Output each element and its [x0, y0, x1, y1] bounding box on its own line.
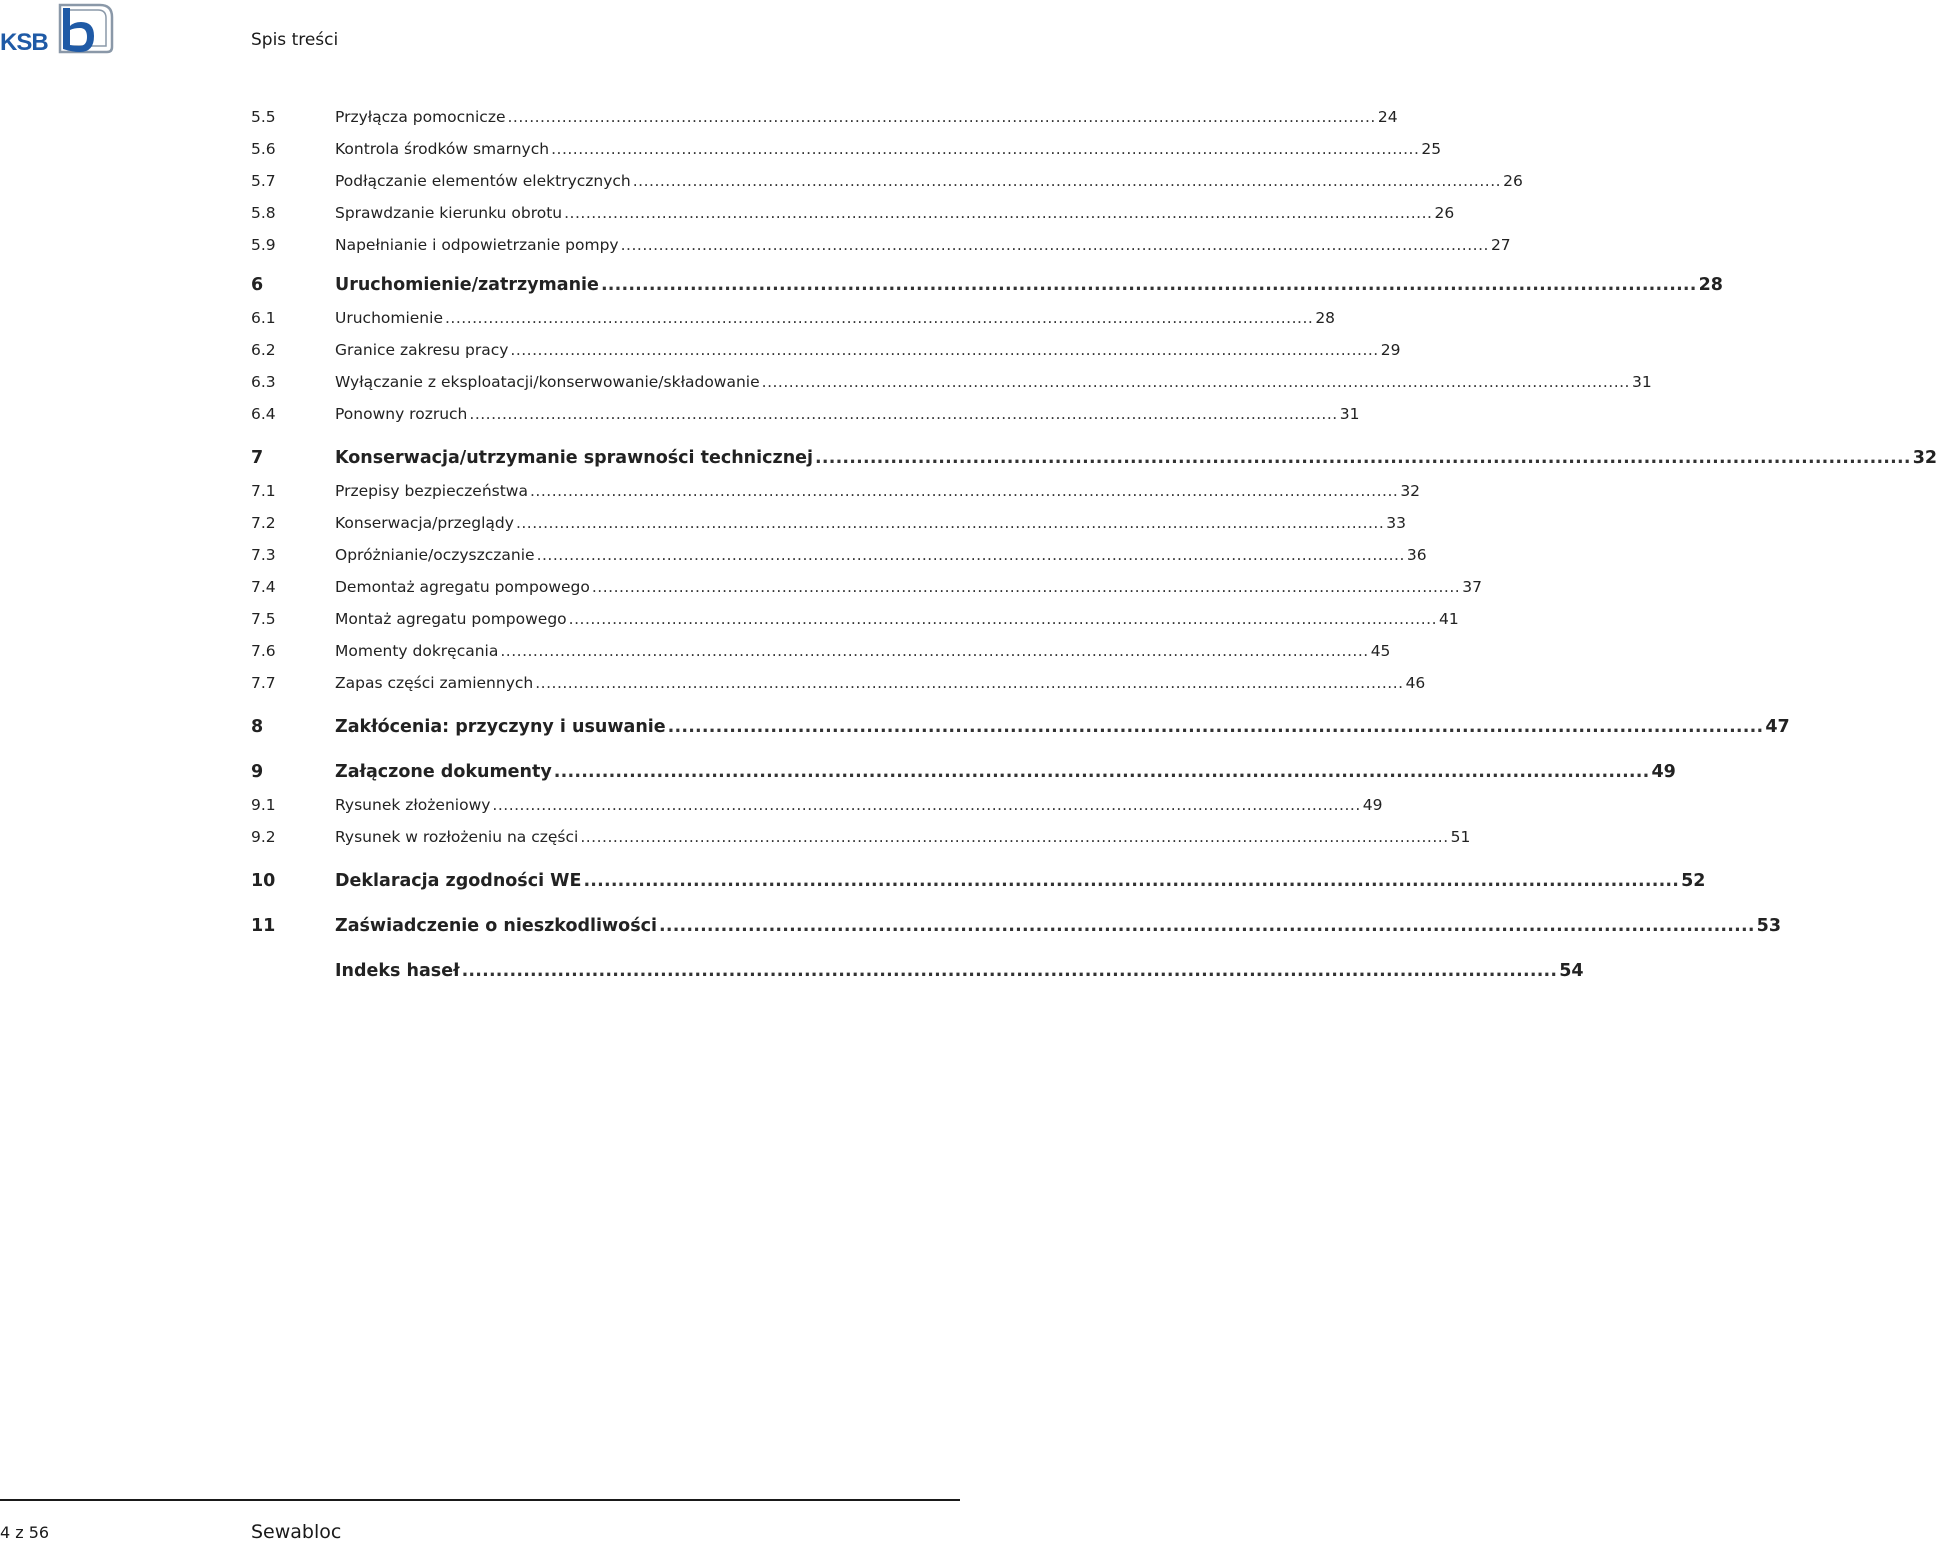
footer-product-name: Sewabloc [251, 1521, 342, 1543]
toc-section-row[interactable] [251, 302, 1336, 334]
toc-entry-number: 7.5 [251, 610, 276, 628]
toc-entry-page: 51 [1450, 828, 1471, 846]
toc-dot-leader [551, 133, 1419, 165]
toc-entry-title: Rysunek złożeniowy [335, 796, 491, 814]
toc-chapter-row[interactable] [251, 909, 1782, 943]
toc-entry-title: Konserwacja/utrzymanie sprawności technicznej [335, 448, 814, 468]
toc-section-row[interactable] [251, 475, 1421, 507]
toc-entry-page: 29 [1380, 341, 1401, 359]
toc-chapter-row[interactable] [251, 441, 1937, 475]
toc-dot-leader [621, 229, 1489, 261]
toc-section-row[interactable] [251, 635, 1391, 667]
toc-dot-leader [569, 603, 1437, 635]
toc-chapter-row[interactable] [251, 954, 1584, 988]
toc-entry-number: 7.4 [251, 578, 276, 596]
toc-entry-page: 46 [1405, 674, 1426, 692]
toc-entry-number: 5.5 [251, 108, 276, 126]
toc-chapter-row[interactable] [251, 864, 1706, 898]
toc-entry-number: 7 [251, 448, 264, 468]
toc-entry-title: Montaż agregatu pompowego [335, 610, 567, 628]
toc-dot-leader [592, 571, 1460, 603]
toc-entry-number: 11 [251, 916, 276, 936]
toc-entry-page: 32 [1400, 482, 1421, 500]
toc-dot-leader [510, 334, 1378, 366]
toc-dot-leader [815, 441, 1911, 475]
toc-entry-number: 7.3 [251, 546, 276, 564]
toc-entry-page: 27 [1490, 236, 1511, 254]
toc-section-row[interactable] [251, 334, 1401, 366]
toc-dot-leader [445, 302, 1313, 334]
toc-dot-leader [500, 635, 1368, 667]
toc-entry-page: 31 [1339, 405, 1360, 423]
toc-entry-page: 33 [1386, 514, 1407, 532]
toc-entry-title: Konserwacja/przeglądy [335, 514, 514, 532]
toc-entry-number: 7.7 [251, 674, 276, 692]
toc-entry-page: 28 [1698, 275, 1723, 295]
toc-entry-title: Opróżnianie/oczyszczanie [335, 546, 535, 564]
toc-dot-leader [535, 667, 1403, 699]
ksb-logo [0, 2, 116, 54]
toc-section-row[interactable] [251, 571, 1482, 603]
footer-page-number: 4 z 56 [0, 1523, 50, 1542]
toc-entry-number: 5.7 [251, 172, 276, 190]
toc-entry-page: 37 [1462, 578, 1482, 596]
toc-dot-leader [762, 366, 1630, 398]
toc-entry-title: Uruchomienie [335, 309, 443, 327]
toc-dot-leader [554, 755, 1650, 789]
table-of-contents [251, 101, 1937, 988]
toc-chapter-row[interactable] [251, 268, 1723, 302]
toc-entry-title: Podłączanie elementów elektrycznych [335, 172, 631, 190]
toc-dot-leader [583, 864, 1679, 898]
toc-entry-title: Granice zakresu pracy [335, 341, 509, 359]
toc-section-row[interactable] [251, 667, 1426, 699]
toc-entry-number: 9 [251, 762, 264, 782]
toc-entry-title: Ponowny rozruch [335, 405, 468, 423]
toc-entry-page: 26 [1503, 172, 1523, 190]
toc-entry-page: 53 [1756, 916, 1782, 936]
toc-dot-leader [508, 101, 1376, 133]
toc-entry-title: Indeks haseł [335, 961, 460, 981]
toc-dot-leader [668, 710, 1764, 744]
toc-entry-page: 24 [1377, 108, 1398, 126]
toc-entry-number: 10 [251, 871, 276, 891]
toc-entry-number: 5.9 [251, 236, 276, 254]
toc-section-row[interactable] [251, 229, 1511, 261]
toc-entry-number: 6.3 [251, 373, 276, 391]
toc-section-row[interactable] [251, 165, 1523, 197]
toc-entry-page: 32 [1912, 448, 1937, 468]
toc-dot-leader [530, 475, 1398, 507]
toc-entry-title: Momenty dokręcania [335, 642, 499, 660]
toc-section-row[interactable] [251, 366, 1652, 398]
toc-entry-page: 54 [1559, 961, 1584, 981]
toc-dot-leader [564, 197, 1432, 229]
toc-entry-number: 6.1 [251, 309, 276, 327]
toc-entry-number: 6.2 [251, 341, 276, 359]
toc-entry-page: 36 [1406, 546, 1427, 564]
toc-dot-leader [580, 821, 1448, 853]
toc-entry-page: 31 [1631, 373, 1652, 391]
toc-entry-title: Uruchomienie/zatrzymanie [335, 275, 599, 295]
toc-entry-number: 6 [251, 275, 264, 295]
toc-entry-number: 7.6 [251, 642, 276, 660]
toc-entry-title: Kontrola środków smarnych [335, 140, 550, 158]
toc-entry-title: Sprawdzanie kierunku obrotu [335, 204, 563, 222]
toc-section-row[interactable] [251, 398, 1360, 430]
toc-entry-title: Deklaracja zgodności WE [335, 871, 582, 891]
toc-entry-title: Zakłócenia: przyczyny i usuwanie [335, 717, 666, 737]
toc-section-row[interactable] [251, 603, 1459, 635]
logo-wordmark: KSB [0, 29, 48, 56]
toc-entry-number: 6.4 [251, 405, 276, 423]
page-title: Spis treści [251, 30, 339, 50]
toc-section-row[interactable] [251, 789, 1383, 821]
toc-section-row[interactable] [251, 821, 1471, 853]
toc-entry-title: Zapas części zamiennych [335, 674, 534, 692]
toc-entry-title: Rysunek w rozłożeniu na części [335, 828, 579, 846]
footer-divider [0, 1499, 960, 1501]
toc-section-row[interactable] [251, 101, 1398, 133]
toc-dot-leader [633, 165, 1501, 197]
toc-entry-number: 7.1 [251, 482, 276, 500]
toc-entry-number: 9.2 [251, 828, 276, 846]
toc-dot-leader [462, 954, 1558, 988]
toc-entry-page: 26 [1434, 204, 1455, 222]
toc-dot-leader [601, 268, 1697, 302]
toc-entry-title: Przyłącza pomocnicze [335, 108, 506, 126]
toc-chapter-row[interactable] [251, 710, 1790, 744]
toc-entry-page: 47 [1765, 717, 1790, 737]
toc-entry-page: 49 [1362, 796, 1383, 814]
toc-section-row[interactable] [251, 507, 1407, 539]
toc-entry-page: 25 [1421, 140, 1442, 158]
toc-dot-leader [469, 398, 1337, 430]
toc-dot-leader [516, 507, 1384, 539]
toc-entry-page: 52 [1681, 871, 1706, 891]
toc-entry-title: Przepisy bezpieczeństwa [335, 482, 528, 500]
toc-entry-number: 9.1 [251, 796, 276, 814]
toc-entry-title: Wyłączanie z eksploatacji/konserwowanie/składowanie [335, 373, 760, 391]
toc-entry-title: Zaświadczenie o nieszkodliwości [335, 916, 657, 936]
toc-dot-leader [537, 539, 1405, 571]
toc-section-row[interactable] [251, 539, 1427, 571]
toc-entry-page: 28 [1315, 309, 1336, 327]
toc-dot-leader [659, 909, 1755, 943]
toc-entry-page: 41 [1439, 610, 1459, 628]
toc-section-row[interactable] [251, 197, 1455, 229]
toc-entry-number: 5.8 [251, 204, 276, 222]
toc-entry-page: 45 [1370, 642, 1391, 660]
toc-entry-title: Załączone dokumenty [335, 762, 552, 782]
toc-dot-leader [492, 789, 1360, 821]
toc-entry-title: Demontaż agregatu pompowego [335, 578, 590, 596]
toc-entry-title: Napełnianie i odpowietrzanie pompy [335, 236, 619, 254]
toc-chapter-row[interactable] [251, 755, 1676, 789]
toc-entry-number: 7.2 [251, 514, 276, 532]
toc-section-row[interactable] [251, 133, 1442, 165]
toc-entry-page: 49 [1651, 762, 1676, 782]
toc-entry-number: 8 [251, 717, 264, 737]
toc-entry-number: 5.6 [251, 140, 276, 158]
